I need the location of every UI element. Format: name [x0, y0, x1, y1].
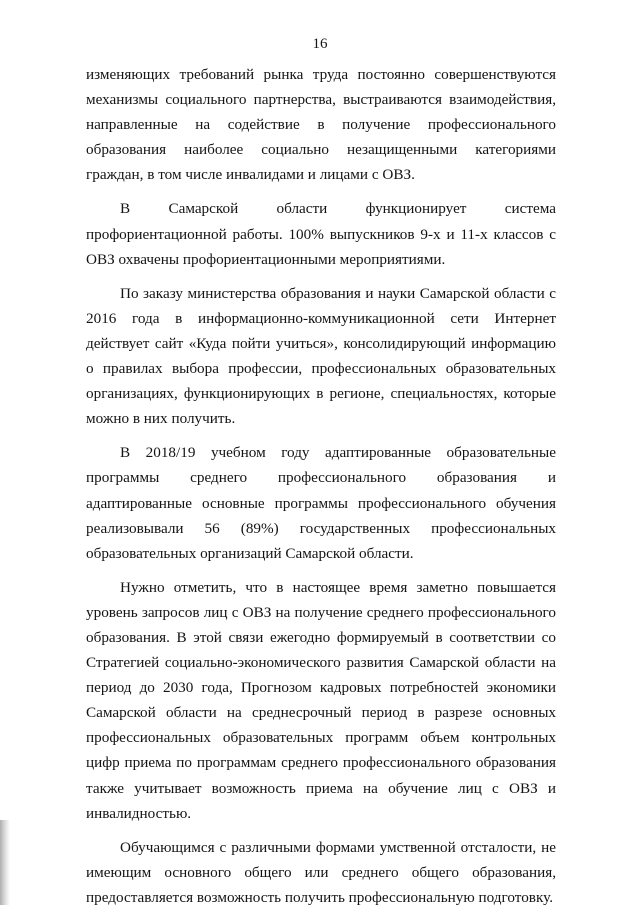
- paragraph-admission-demand: Нужно отметить, что в настоящее время заметно повышается уровень запросов лиц с ОВЗ на получение среднего профессионального образования. В этой связи ежегодно формируемый в соответствии со Стратегией социально-экономического развития Самарской области на период до 2030 года, Прогнозом кадровых потребностей экономики Самарской области на среднесрочный период в разрезе основных профессиональных образовательных программ объем контрольных цифр приема по программам среднего профессионального образования также учитывает возможность приема на обучение лиц с ОВЗ и инвалидностью.: [86, 578, 556, 822]
- paragraph-vocational-training: Обучающимся с различными формами умственной отсталости, не имеющим основного общего или среднего общего образования, предоставляется возможность получить профессиональную подготовку.: [86, 838, 556, 906]
- paragraph-continuation: изменяющих требований рынка труда постоянно совершенствуются механизмы социального партнерства, выстраиваются взаимодействия, направленные на содействие в получение профессионального образования наиболее социально незащищенными категориями граждан, в том числе инвалидами и лицами с ОВЗ.: [86, 66, 556, 184]
- paragraph-career-guidance: В Самарской области функционирует система профориентационной работы. 100% выпускников 9-х и 11-х классов с ОВЗ охвачены профориентационными мероприятиями.: [86, 200, 556, 268]
- paragraph-website: По заказу министерства образования и науки Самарской области с 2016 года в информационно-коммуникационной сети Интернет действует сайт «Куда пойти учиться», консолидирующий информацию о правилах выбора профессии, профессиональных образовательных организациях, функционирующих в регионе, специальностях, которые можно в них получить.: [86, 284, 556, 428]
- body-text: [86, 62, 556, 910]
- scan-edge-shadow: [0, 820, 10, 905]
- page-number: 16: [312, 36, 328, 52]
- paragraph-programs: В 2018/19 учебном году адаптированные образовательные программы среднего профессионального образования и адаптированные основные программы профессионального обучения реализовывали 56 (89%) государственных профессиональных образовательных организаций Самарской области.: [86, 444, 556, 562]
